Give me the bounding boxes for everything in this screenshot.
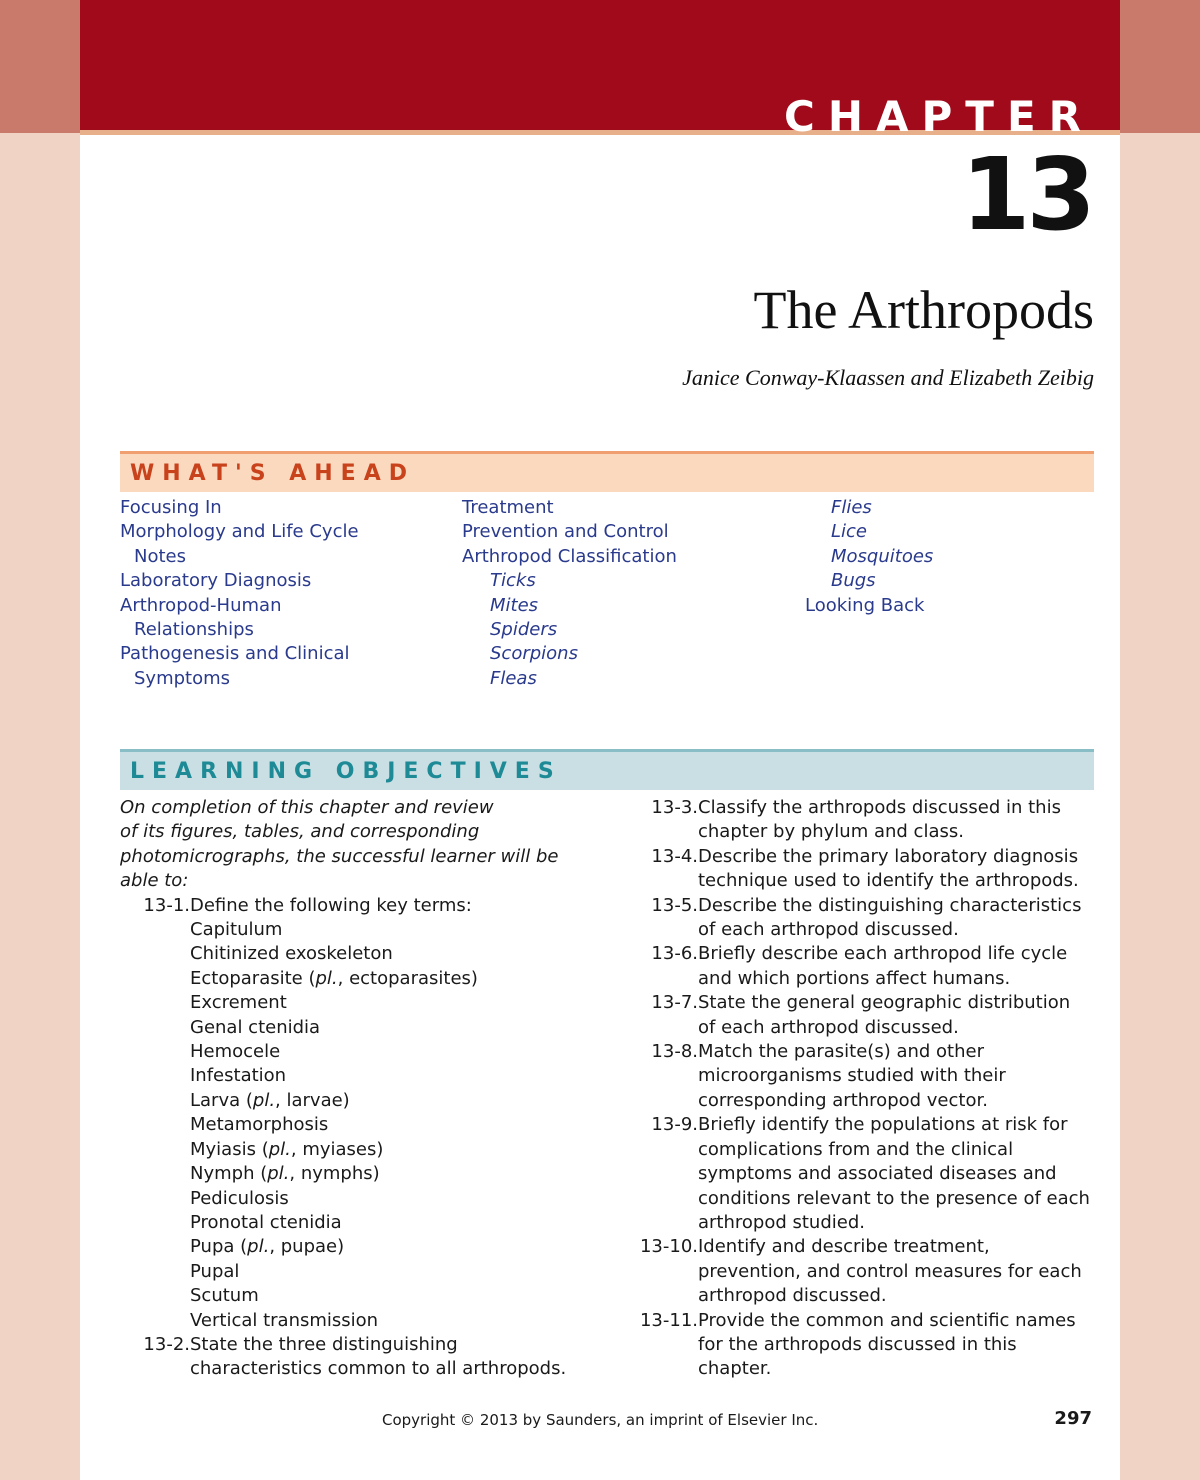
objective-13-6 [620, 942, 1100, 966]
toc-link[interactable]: Lice [831, 521, 867, 543]
whats-ahead-bar [120, 451, 1094, 492]
key-terms-list [120, 918, 600, 1333]
objective-text: technique used to identify the arthropods. [698, 870, 1079, 892]
chapter-authors: Janice Conway-Klaassen and Elizabeth Zeibig [682, 365, 1094, 390]
objective-number: 13-11. [639, 1309, 698, 1331]
page-number: 297 [1054, 1408, 1092, 1429]
right-margin-accent [1120, 0, 1200, 133]
objective-number: 13-1. [143, 894, 190, 916]
toc-link[interactable]: Focusing In [120, 497, 222, 518]
objective-text: of each arthropod discussed. [698, 1016, 959, 1038]
toc-link[interactable]: Laboratory Diagnosis [120, 570, 312, 592]
toc-link[interactable]: Looking Back [805, 594, 925, 616]
objective-text: Match the parasite(s) and other [698, 1041, 984, 1063]
objective-text: arthropod studied. [698, 1211, 865, 1233]
key-term: Ectoparasite (pl., ectoparasites) [190, 967, 478, 989]
key-term: Excrement [190, 992, 287, 1014]
copyright-notice: Copyright © 2013 by Saunders, an imprint of Elsevier Inc. [382, 1411, 819, 1429]
toc-column-2 [462, 496, 677, 691]
toc-link[interactable]: Spiders [490, 619, 558, 641]
objective-text: characteristics common to all arthropods. [190, 1358, 567, 1380]
toc-link[interactable]: Relationships [134, 619, 254, 641]
toc-link[interactable]: Flies [831, 497, 872, 518]
objective-number: 13-10. [639, 1236, 698, 1258]
key-term: Chitinized exoskeleton [190, 943, 393, 965]
objective-number: 13-4. [651, 845, 698, 867]
toc-link[interactable]: Symptoms [134, 667, 231, 689]
toc-link[interactable]: Prevention and Control [462, 521, 669, 543]
objective-text: Classify the arthropods discussed in this [698, 797, 1061, 818]
objective-number: 13-2. [143, 1333, 190, 1355]
objective-number: 13-8. [651, 1041, 698, 1063]
key-term: Pupa (pl., pupae) [190, 1236, 345, 1258]
objective-number: 13-6. [651, 943, 698, 965]
key-term: Myiasis (pl., myiases) [190, 1138, 384, 1160]
objective-text: of each arthropod discussed. [698, 919, 959, 941]
key-term: Pediculosis [190, 1187, 289, 1209]
objective-13-2 [120, 1333, 600, 1357]
learning-objectives-heading: LEARNING OBJECTIVES [130, 759, 562, 784]
objective-13-3 [620, 796, 1100, 820]
objectives-right-column [620, 796, 1100, 1382]
objective-text: Identify and describe treatment, [698, 1236, 990, 1258]
objective-number: 13-7. [651, 992, 698, 1014]
objective-text: Describe the distinguishing characteristics [698, 894, 1082, 916]
toc-link[interactable]: Mosquitoes [831, 545, 934, 567]
whats-ahead-heading: WHAT'S AHEAD [130, 461, 415, 486]
chapter-title: The Arthropods [753, 280, 1094, 340]
key-term: Scutum [190, 1285, 259, 1307]
chapter-label: CHAPTER [784, 92, 1094, 141]
objective-13-8 [620, 1040, 1100, 1064]
toc-link[interactable]: Treatment [462, 497, 554, 518]
objective-13-5 [620, 894, 1100, 918]
objective-text: State the general geographic distribution [698, 992, 1071, 1014]
toc-link[interactable]: Fleas [490, 667, 537, 689]
left-margin-accent [0, 0, 80, 133]
toc-link[interactable]: Arthropod-Human [120, 594, 282, 616]
toc-link[interactable]: Ticks [490, 570, 536, 592]
objective-text: conditions relevant to the presence of each [698, 1187, 1090, 1209]
objective-text: arthropod discussed. [698, 1285, 887, 1307]
objective-text: Describe the primary laboratory diagnosis [698, 845, 1079, 867]
objective-number: 13-3. [651, 797, 698, 818]
key-term: Pupal [190, 1260, 240, 1282]
intro-line: photomicrographs, the successful learner will be [120, 845, 559, 867]
learning-objectives-bar [120, 749, 1094, 790]
toc-column-1 [120, 496, 359, 691]
toc-link[interactable]: Pathogenesis and Clinical [120, 643, 350, 665]
intro-line: On completion of this chapter and review [120, 797, 494, 818]
objective-text: State the three distinguishing [190, 1333, 458, 1355]
key-term: Hemocele [190, 1041, 281, 1063]
intro-line: of its figures, tables, and corresponding [120, 821, 480, 843]
objective-text: and which portions affect humans. [698, 967, 1011, 989]
objective-text: complications from and the clinical [698, 1138, 1014, 1160]
key-term: Infestation [190, 1065, 287, 1087]
objective-text: corresponding arthropod vector. [698, 1089, 988, 1111]
right-margin [1120, 0, 1200, 1480]
objectives-left-column [120, 796, 600, 1382]
key-term: Capitulum [190, 919, 283, 941]
objective-text: microorganisms studied with their [698, 1065, 1006, 1087]
toc-link[interactable]: Morphology and Life Cycle [120, 521, 359, 543]
left-margin [0, 0, 80, 1480]
key-term: Nymph (pl., nymphs) [190, 1163, 380, 1185]
objective-text: Briefly identify the populations at risk for [698, 1114, 1068, 1136]
objective-number: 13-5. [651, 894, 698, 916]
toc-link[interactable]: Arthropod Classification [462, 545, 677, 567]
objective-13-11 [620, 1309, 1100, 1333]
objective-text: prevention, and control measures for each [698, 1260, 1082, 1282]
objective-13-10 [620, 1235, 1100, 1259]
objective-text: for the arthropods discussed in this [698, 1333, 1017, 1355]
toc-link[interactable]: Notes [134, 545, 186, 567]
intro-line: able to: [120, 870, 189, 892]
key-term: Pronotal ctenidia [190, 1211, 342, 1233]
chapter-number: 13 [960, 136, 1092, 253]
key-term: Larva (pl., larvae) [190, 1089, 350, 1111]
toc-column-3 [805, 496, 933, 618]
toc-link[interactable]: Mites [490, 594, 539, 616]
objective-text: chapter. [698, 1358, 772, 1380]
objective-13-1 [120, 894, 600, 918]
key-term: Vertical transmission [190, 1309, 379, 1331]
objective-text: chapter by phylum and class. [698, 821, 964, 843]
key-term: Genal ctenidia [190, 1016, 321, 1038]
key-term: Metamorphosis [190, 1114, 329, 1136]
objective-text: Briefly describe each arthropod life cycle [698, 943, 1068, 965]
objective-13-9 [620, 1113, 1100, 1137]
objective-13-7 [620, 991, 1100, 1015]
objective-13-4 [620, 845, 1100, 869]
toc-link[interactable]: Scorpions [490, 643, 578, 665]
objective-text: symptoms and associated diseases and [698, 1163, 1057, 1185]
objective-text: Provide the common and scientific names [698, 1309, 1076, 1331]
objective-number: 13-9. [651, 1114, 698, 1136]
objective-text: Define the following key terms: [190, 894, 472, 916]
toc-link[interactable]: Bugs [831, 570, 876, 592]
